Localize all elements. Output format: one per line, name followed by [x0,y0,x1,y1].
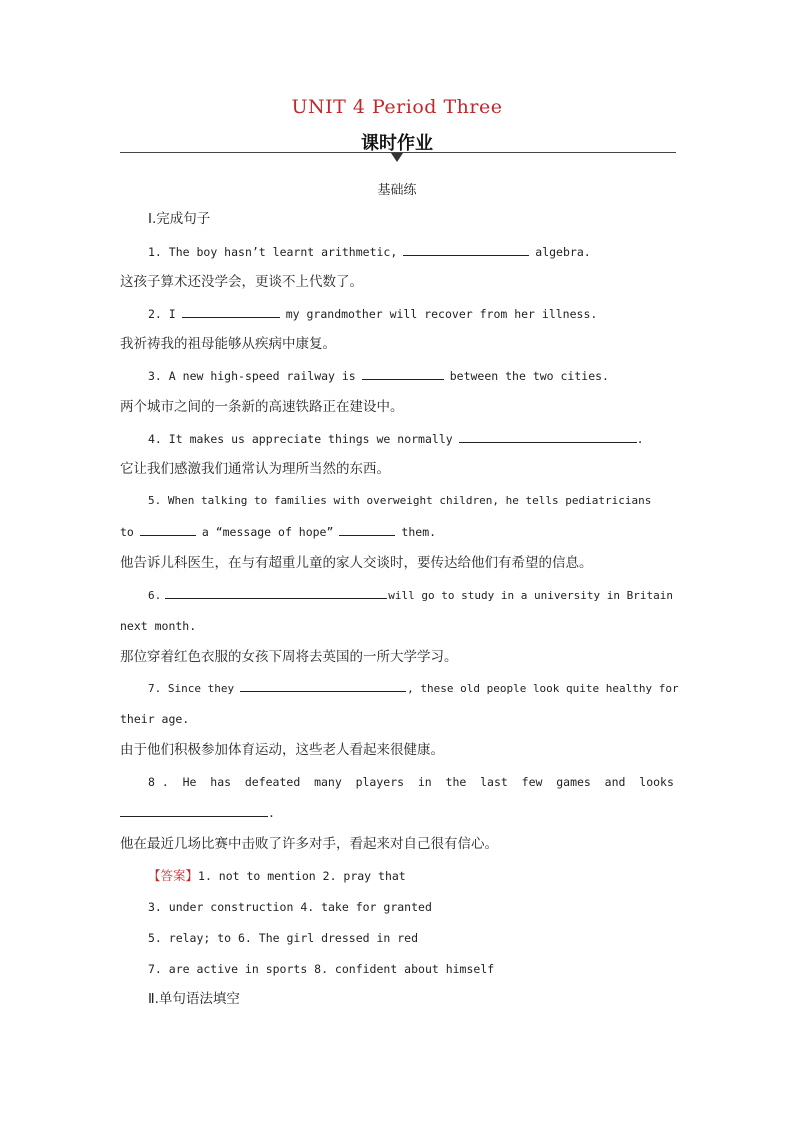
translation-2: 我祈祷我的祖母能够从疾病中康复。 [120,336,336,352]
question-text: to [120,525,134,539]
question-word: many [314,775,342,789]
question-1 [120,243,676,261]
question-text: It makes us appreciate things we normally [168,432,453,446]
question-8-continued [120,804,676,822]
question-number: 5. [148,494,162,507]
question-7-continued: their age. [120,712,190,726]
question-number: 6. [148,589,162,602]
question-text: . [636,432,644,446]
triangle-marker-icon [391,153,403,162]
question-word: has [210,775,232,789]
unit-title: UNIT 4 Period Three [291,96,503,118]
question-text: , these old people look quite healthy for [407,682,679,695]
translation-4: 它让我们感激我们通常认为理所当然的东西。 [120,461,390,477]
translation-1: 这孩子算术还没学会，更谈不上代数了。 [120,274,363,290]
answer-blank[interactable] [165,586,387,599]
translation-6: 那位穿着红色衣服的女孩下周将去英国的一所大学学习。 [120,649,458,665]
question-3 [120,367,676,385]
translation-3: 两个城市之间的一条新的高速铁路正在建设中。 [120,399,404,415]
question-8 [120,773,676,791]
answer-blank[interactable] [240,679,406,692]
answer-line-4: 7. are active in sports 8. confident about himself [148,962,495,976]
question-text: between the two cities. [449,369,609,383]
translation-8: 他在最近几场比赛中击败了许多对手，看起来对自己很有信心。 [120,836,498,852]
answer-text: 1. not to mention 2. pray that [198,869,406,883]
question-4 [120,430,676,448]
question-number: 3. [148,369,162,383]
answer-blank[interactable] [140,523,196,536]
question-word: He [182,775,197,789]
question-word: in [417,775,432,789]
question-number: 8 . [148,775,169,789]
translation-5: 他告诉儿科医生，在与有超重儿童的家人交谈时，要传达给他们有希望的信息。 [120,555,593,571]
question-word: the [445,775,467,789]
question-5 [120,492,676,510]
question-word: few [521,775,543,789]
question-text: When talking to families with overweight children, he tells pediatricians [167,494,652,507]
question-text: a “message of hope” [201,525,334,539]
question-2 [120,305,676,323]
question-word: looks [639,775,674,789]
question-text: . [268,806,275,820]
question-number: 2. [148,307,162,321]
question-7 [120,679,679,698]
question-number: 4. [148,432,162,446]
question-word: games [556,775,591,789]
section-heading: 基础练 [377,183,417,198]
question-5-continued [120,523,676,541]
answer-tag: 【答案】 [148,868,199,883]
answer-blank[interactable] [403,243,529,256]
question-text: A new high-speed railway is [168,369,356,383]
answer-line-2: 3. under construction 4. take for granted [148,900,432,914]
question-text: I [168,307,176,321]
answer-line-3: 5. relay; to 6. The girl dressed in red [148,931,419,945]
question-6-continued: next month. [120,619,197,633]
answer-blank[interactable] [362,367,444,380]
question-word: last [480,775,508,789]
part2-heading: Ⅱ.单句语法填空 [148,991,240,1007]
question-text: will go to study in a university in Britain [388,589,674,602]
question-text: The boy hasn’t learnt arithmetic, [168,245,398,259]
answer-blank[interactable] [182,305,280,318]
question-word: defeated [244,775,301,789]
question-text: Since they [167,682,235,695]
question-6 [120,586,676,605]
answer-line-1 [120,867,676,885]
question-word: players [355,775,405,789]
answer-blank[interactable] [120,804,268,817]
part1-heading: Ⅰ.完成句子 [148,211,211,227]
answer-blank[interactable] [339,523,395,536]
page-subtitle: 课时作业 [361,133,433,154]
question-text: my grandmother will recover from her illness. [285,307,598,321]
question-word: and [604,775,626,789]
question-number: 1. [148,245,162,259]
answer-blank[interactable] [459,430,637,443]
question-text: algebra. [535,245,591,259]
translation-7: 由于他们积极参加体育运动，这些老人看起来很健康。 [120,742,444,758]
question-number: 7. [148,682,162,695]
question-text: them. [401,525,437,539]
